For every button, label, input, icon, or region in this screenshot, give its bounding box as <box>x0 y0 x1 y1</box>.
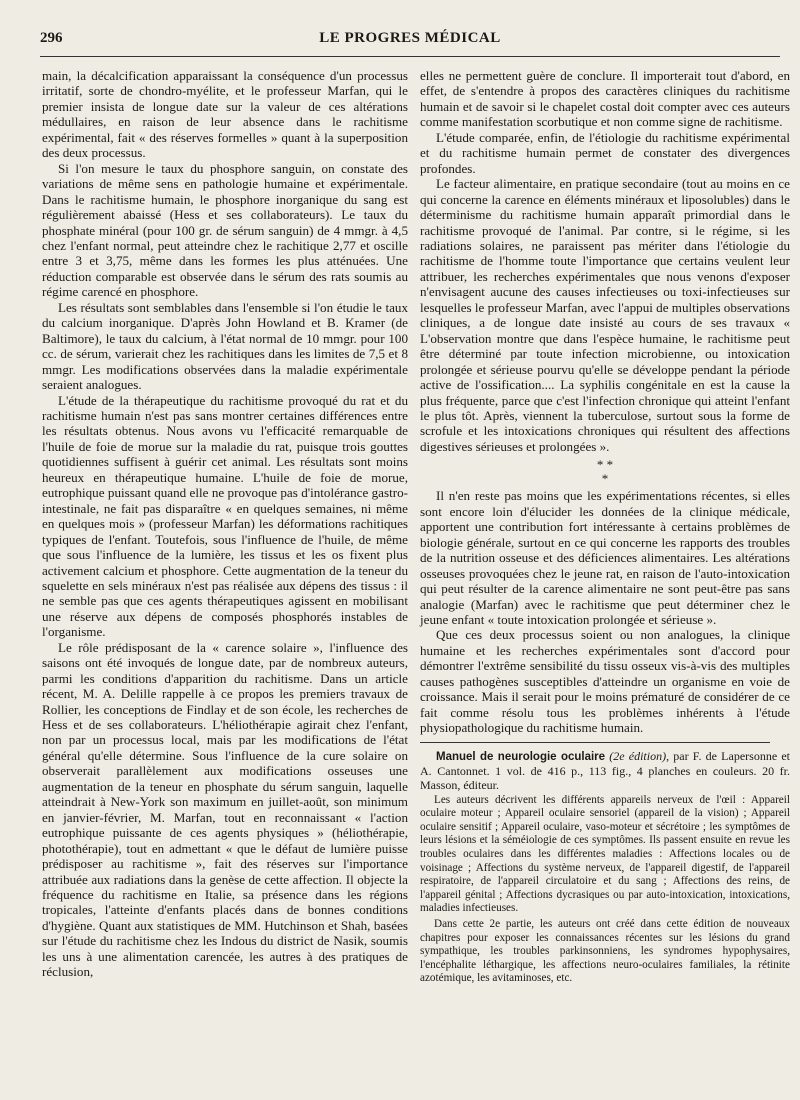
paragraph: Le facteur alimentaire, en pratique secondaire (tout au moins en ce qui concerne la carence en éléments minéraux et liposolubles) dans le déterminisme du rachitisme humain apparaît primordial dans le rachitisme provoqué de l'animal. Par contre, si le régime, si les radiations solaires, ne paraissent pas mériter dans l'étiologie du rachitisme de l'homme toute l'importance que certains veulent leur attribuer, les recherches expérimentales que nous venons d'exposer n'envisagent aucune des causes infectieuses ou toxi-infectieuses sur lesquelles le professeur Marfan, avec l'appui de multiples observations cliniques, a de longue date insisté au cours de ses travaux « L'observation montre que dans l'espèce humaine, le rachitisme peut être déterminé par toute infection microbienne, ou intoxication prolongée et sérieuse pourvu qu'elle se développe pendant la période active de l'ossification.... La syphilis congénitale en est la cause la plus fréquente, parce que c'est l'infection chronique qui atteint l'enfant le plus tôt. Après, viennent la tuberculose, surtout sous la forme de scrofule et les intoxications chroniques qui résultent des affections digestives sérieuses et prolongées ». <box>420 176 790 454</box>
paragraph: main, la décalcification apparaissant la conséquence d'un processus irritatif, sorte de chondro-myélite, et le professeur Marfan, qui le premier insista de longue date sur la valeur de ces altérations médullaires, en raison de leur absence dans le rachitisme expérimental, fait « des réserves formelles » quant à la superposition des deux processus. <box>42 68 408 161</box>
review-paragraph: Dans cette 2e partie, les auteurs ont créé dans cette édition de nouveaux chapitres pour exposer les connaissances récentes sur les lésions du grand sympathique, les troubles parkinsonniens, les syndromes hypophysaires, l'encéphalite léthargique, les affections neuro-oculaires familiales, la rétinite azotémique, les avitaminoses, etc. <box>420 917 790 985</box>
paragraph: elles ne permettent guère de conclure. Il importerait tout d'abord, en effet, de s'entendre à propos des caractères cliniques du rachitisme humain et de savoir si le chapelet costal doit compter avec ces auteurs comme manifestation scorbutique et non comme signe de rachitisme. <box>420 68 790 130</box>
right-column <box>420 68 790 986</box>
section-separator: * * * <box>596 457 614 487</box>
journal-title: LE PROGRES MÉDICAL <box>319 30 501 46</box>
paragraph: Si l'on mesure le taux du phosphore sanguin, on constate des variations de même sens en pathologie humaine et expérimentale. Dans le rachitisme humain, le phosphore inorganique du sang est régulièrement abaissé (Hess et ses collaborateurs). Le taux du phosphate minéral (pour 100 gr. de sérum sanguin) de 4 mmgr. à 4,5 chez l'enfant normal, peut atteindre chez le rachitique 2,77 et oscille entre 3 et 3,75, même dans les formes les plus atténuées. Une réduction comparable est observée dans le sérum des rats soumis au régime carencé en phosphore. <box>42 160 408 300</box>
paragraph: L'étude de la thérapeutique du rachitisme provoqué du rat et du rachitisme humain n'est pas sans montrer certaines différences entre les résultats obtenus. Nous avons vu l'efficacité remarquable de l'huile de foie de morue sur la maladie du rat, puisque trois gouttes quotidiennes suffisent à guérir cet animal. Les résultats sont moins heureux en thérapeutique humaine. L'huile de foie de morue, eutrophique puissant quand elle ne provoque pas d'intolérance gastro-intestinale, ne fait pas disparaître « en quelques semaines, ni même en quelques mois » (professeur Marfan) les déformations rachitiques typiques de l'enfant. Toutefois, sous l'influence de l'huile, de même que sous l'influence de la lumière, les tissus et les os fixent plus activement calcium et phosphore. Cette augmentation de la teneur du squelette en sels minéraux n'est pas réalisée aux dépens des tissus : il ne semble pas que ces agents thérapeutiques agissent en mobilisant une réserve aux dépens de composés phosphorés instables de l'organisme. <box>42 392 408 640</box>
book-review-body <box>420 794 790 986</box>
paragraph: L'étude comparée, enfin, de l'étiologie du rachitisme expérimental et du rachitisme humain permet de constater des divergences profondes. <box>420 129 790 176</box>
header-rule <box>40 56 780 57</box>
review-paragraph: Les auteurs décrivent les différents appareils nerveux de l'œil : Appareil oculaire moteur ; Appareil oculaire sensoriel (appareil de la vision) ; Appareil oculaire sensitif ; Appareil oculaire, vaso-moteur et sécrétoire ; les symptômes de leurs lésions et la séméiologie de ces symptômes. Ils passent ensuite en revue les troubles oculaires dans les différentes maladies : Affections locales ou de voisinage ; Affections du système nerveux, de l'appareil digestif, de l'appareil respiratoire, de l'appareil circulatoire et du sang ; Affections des reins, de l'appareil génital ; Affections dycrasiques ou par auto-intoxication, intoxications, maladies infectieuses. <box>420 793 790 915</box>
paragraph: Les résultats sont semblables dans l'ensemble si l'on étudie le taux du calcium inorganique. D'après John Howland et B. Kramer (de Baltimore), le taux du calcium, à l'état normal de 10 mmgr. pour 100 cc. de sérum, varierait chez les rachitiques dans les limites de 7,5 et 8 mmgr. Les modifications observées dans la maladie expérimentale seraient analogues. <box>42 299 408 393</box>
review-rule <box>420 742 770 743</box>
paragraph: Que ces deux processus soient ou non analogues, la clinique humaine et les recherches expérimentales sont d'accord pour démontrer l'extrême sensibilité du tissu osseux vis-à-vis des multiples causes pathogènes susceptibles d'atteindre un organisme en voie de croissance. Mais il serait pour le moins prématuré de considérer de ce fait comme résolu tous les problèmes inhérents à l'étude physiopathologique du rachitisme humain. <box>420 627 790 736</box>
page-number: 296 <box>40 30 63 46</box>
left-column <box>42 68 408 980</box>
book-edition: (2e édition) <box>609 748 667 763</box>
page-header <box>40 30 780 52</box>
paragraph: Le rôle prédisposant de la « carence solaire », l'influence des saisons ont été invoqués de longue date, par de nombreux auteurs, parmi les conditions d'apparition du rachitisme. Dans un article récent, M. A. Delille rappelle à ce propos les premiers travaux de Rollier, les conceptions de Findlay et de son école, les recherches de Hess et de ses collaborateurs. L'héliothérapie agirait chez l'enfant, non par un processus local, mais par les modifications de l'état général qu'elle détermine. Sous l'influence de la cure solaire on observerait parallèlement aux modifications osseuses une augmentation de la teneur en phosphate du sérum sanguin, laquelle atteindrait à New-York son maximum en juillet-août, son minimum en janvier-février, M. Marfan, tout en reconnaissant « l'action eutrophique puissante de ces agents physiques » (héliothérapie, photothérapie), tout en admettant « que le défaut de lumière puisse prédisposer au rachitisme », fait des réserves sur l'importance attribuée aux radiations dans la genèse de cette affection. Il objecte la fréquence du rachitisme en Italie, sa présence dans les régions tropicales, l'atteinte d'enfants placés dans de bonnes conditions d'hygiène. Quant aux statistiques de MM. Hutchinson et Shah, basées sur l'étude du rachitisme chez les Indous du district de Nasik, soumis les uns à une alimentation carencée, les autres à des pratiques de réclusion, <box>42 639 408 980</box>
book-review-heading <box>420 749 790 792</box>
paragraph: Il n'en reste pas moins que les expérimentations récentes, si elles sont encore loin d'élucider les données de la clinique médicale, apportent une contribution fort intéressante à certains problèmes de biologie générale, surtout en ce qui concerne les rapports des troubles de la nutrition osseuse et des déficiences alimentaires. Les altérations osseuses provoquées chez le jeune rat, en raison de l'auto-intoxication qui peut résulter de la carence alimentaire ne sont peut-être pas sans analogie (Marfan) avec le rachitisme que peut déterminer chez le jeune enfant « toute intoxication prolongée et sérieuse ». <box>420 488 790 627</box>
book-title: Manuel de neurologie oculaire <box>436 750 606 763</box>
book-details: , par F. de Lapersonne et A. Cantonnet. 1 vol. de 416 p., 113 fig., 4 planches en couleurs. 20 fr. Masson, éditeur. <box>420 748 791 792</box>
